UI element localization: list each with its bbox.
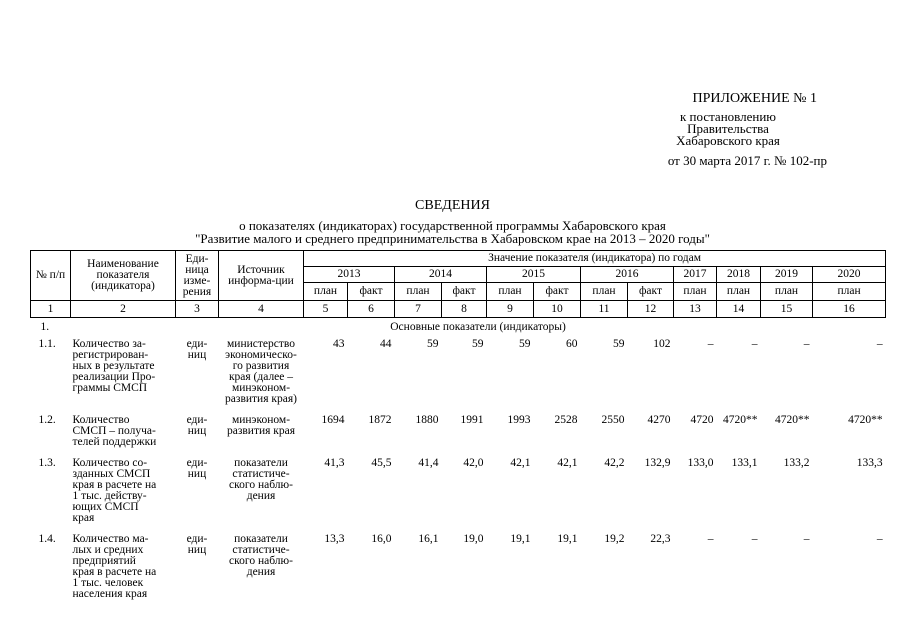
header-values-by-year: Значение показателя (индикатора) по годам <box>304 251 886 267</box>
value-cell: 133,0 <box>687 457 714 469</box>
header-year: 2016 <box>581 267 674 283</box>
value-cell: 4720** <box>723 414 758 426</box>
cell-line: Количество <box>72 414 130 426</box>
header-year: 2014 <box>395 267 487 283</box>
column-number: 10 <box>534 301 581 318</box>
value-cell: – <box>751 338 758 350</box>
header-year: 2017 <box>674 267 717 283</box>
cell-line: еди- <box>186 338 208 350</box>
column-number: 15 <box>761 301 813 318</box>
value-cell: – <box>751 533 758 545</box>
indicators-table <box>30 250 886 606</box>
cell-line: показатели <box>234 457 288 469</box>
value-cell: – <box>876 533 883 545</box>
cell-line: Количество со- <box>72 457 148 469</box>
header-subcolumn: план <box>304 283 348 301</box>
annex-line-1: к постановлению <box>679 109 777 124</box>
cell-line: статистиче- <box>232 468 290 480</box>
column-number: 14 <box>717 301 761 318</box>
value-cell: 44 <box>380 338 392 350</box>
cell-line: го развития <box>232 360 290 372</box>
document-subtitle-2: "Развитие малого и среднего предпринимательства в Хабаровском крае на 2013 – 2020 годы" <box>195 231 710 246</box>
header-subcolumn: факт <box>442 283 487 301</box>
value-cell: 42,0 <box>463 457 484 469</box>
header-subcolumn: факт <box>534 283 581 301</box>
value-cell: 1993 <box>507 414 531 426</box>
cell-line: края <box>72 512 95 524</box>
cell-line: ниц <box>187 349 207 361</box>
value-cell: – <box>803 338 810 350</box>
column-number: 7 <box>395 301 442 318</box>
cell-line: граммы СМСП <box>72 382 148 394</box>
table-row <box>31 454 886 530</box>
value-cell: 132,9 <box>644 457 671 469</box>
cell-line: минэконом- <box>231 414 291 426</box>
value-cell: 4270 <box>647 414 671 426</box>
value-cell: 1694 <box>321 414 345 426</box>
value-cell: – <box>876 338 883 350</box>
source <box>219 530 304 606</box>
unit <box>176 530 219 606</box>
cell-line: ниц <box>187 544 207 556</box>
value-cell: 1872 <box>368 414 392 426</box>
indicator-name <box>71 335 176 411</box>
annex-date: от 30 марта 2017 г. № 102-пр <box>667 153 827 168</box>
cell-line: 1 тыс. человек <box>72 577 144 589</box>
value-cell: 2550 <box>601 414 625 426</box>
cell-line: еди- <box>186 533 208 545</box>
header-subcolumn: план <box>581 283 628 301</box>
cell-line: показатели <box>234 533 288 545</box>
cell-line: ского наблю- <box>229 555 293 567</box>
header-unit: Еди-ница изме-рения <box>176 251 219 301</box>
annex-title: ПРИЛОЖЕНИЕ № 1 <box>692 91 817 106</box>
row-number: 1.2. <box>38 414 56 426</box>
cell-line: телей поддержки <box>72 436 157 448</box>
row-number: 1.1. <box>38 338 56 350</box>
cell-line: статистиче- <box>232 544 290 556</box>
cell-line: еди- <box>186 457 208 469</box>
header-number: № п/п <box>31 251 71 301</box>
cell-line: населения края <box>72 588 148 600</box>
cell-line: предприятий <box>72 555 136 567</box>
column-number-row <box>31 301 886 318</box>
cell-line: СМСП – получа- <box>72 425 156 437</box>
cell-line: регистрирован- <box>72 349 149 361</box>
cell-line: дения <box>246 566 276 578</box>
value-cell: 45,5 <box>371 457 392 469</box>
column-number: 12 <box>628 301 674 318</box>
source <box>219 454 304 530</box>
value-cell: 42,1 <box>557 457 578 469</box>
header-subcolumn: план <box>395 283 442 301</box>
value-cell: 102 <box>653 338 671 350</box>
cell-line: Количество за- <box>72 338 146 350</box>
column-number: 11 <box>581 301 628 318</box>
table-row <box>31 530 886 606</box>
annex-line-3: Хабаровского края <box>676 133 780 148</box>
column-number: 9 <box>487 301 534 318</box>
source <box>219 411 304 454</box>
value-cell: 42,2 <box>604 457 625 469</box>
document-title: СВЕДЕНИЯ <box>415 198 490 213</box>
value-cell: 59 <box>613 338 625 350</box>
value-cell: 19,1 <box>557 533 578 545</box>
section-row <box>31 318 886 336</box>
cell-line: края в расчете на <box>72 479 157 491</box>
cell-line: Количество ма- <box>72 533 149 545</box>
value-cell: 43 <box>333 338 345 350</box>
value-cell: 133,2 <box>783 457 810 469</box>
cell-line: минэконом- <box>231 382 291 394</box>
row-number: 1.3. <box>38 457 56 469</box>
value-cell: 59 <box>427 338 439 350</box>
header-year: 2015 <box>487 267 581 283</box>
cell-line: экономическо- <box>225 349 297 361</box>
value-cell: 59 <box>519 338 531 350</box>
header-year: 2020 <box>813 267 886 283</box>
section-title: Основные показатели (индикаторы) <box>390 321 566 333</box>
value-cell: 42,1 <box>510 457 531 469</box>
cell-line: лых и средних <box>72 544 144 556</box>
header-year: 2018 <box>717 267 761 283</box>
value-cell: 133,1 <box>731 457 758 469</box>
value-cell: 59 <box>472 338 484 350</box>
value-cell: – <box>803 533 810 545</box>
value-cell: 1880 <box>415 414 439 426</box>
header-subcolumn: план <box>487 283 534 301</box>
cell-line: 1 тыс. действу- <box>72 490 147 502</box>
table-row <box>31 411 886 454</box>
annex-line-2: Правительства <box>687 121 769 136</box>
column-number: 1 <box>31 301 71 318</box>
column-number: 3 <box>176 301 219 318</box>
cell-line: реализации Про- <box>72 371 156 383</box>
value-cell: – <box>707 533 714 545</box>
value-cell: 4720 <box>690 414 714 426</box>
value-cell: – <box>707 338 714 350</box>
indicator-name <box>71 530 176 606</box>
cell-line: края (далее – <box>228 371 294 383</box>
header-subcolumn: план <box>674 283 717 301</box>
cell-line: зданных СМСП <box>72 468 151 480</box>
header-subcolumn: факт <box>348 283 395 301</box>
value-cell: 4720** <box>775 414 810 426</box>
source <box>219 335 304 411</box>
cell-line: ского наблю- <box>229 479 293 491</box>
cell-line: ющих СМСП <box>72 501 139 513</box>
value-cell: 4720** <box>848 414 883 426</box>
value-cell: 2528 <box>554 414 578 426</box>
column-number: 6 <box>348 301 395 318</box>
cell-line: ниц <box>187 425 207 437</box>
cell-line: развития края) <box>225 393 297 405</box>
cell-line: министерство <box>227 338 295 350</box>
unit <box>176 411 219 454</box>
indicator-name <box>71 411 176 454</box>
column-number: 5 <box>304 301 348 318</box>
header-indicator-name: Наименование показателя (индикатора) <box>71 251 176 301</box>
column-number: 8 <box>442 301 487 318</box>
cell-line: дения <box>246 490 276 502</box>
value-cell: 16,1 <box>418 533 439 545</box>
header-source: Источник информа-ции <box>219 251 304 301</box>
column-number: 2 <box>71 301 176 318</box>
column-number: 13 <box>674 301 717 318</box>
header-subcolumn: план <box>813 283 886 301</box>
unit <box>176 454 219 530</box>
section-number: 1. <box>40 321 50 333</box>
value-cell: 60 <box>566 338 578 350</box>
unit <box>176 335 219 411</box>
cell-line: ных в результате <box>72 360 155 372</box>
header-subcolumn: план <box>717 283 761 301</box>
header-subcolumn: факт <box>628 283 674 301</box>
column-number: 16 <box>813 301 886 318</box>
value-cell: 13,3 <box>324 533 345 545</box>
cell-line: еди- <box>186 414 208 426</box>
column-number: 4 <box>219 301 304 318</box>
document-subtitle-1: о показателях (индикаторах) государственной программы Хабаровского края <box>239 218 666 233</box>
cell-line: ниц <box>187 468 207 480</box>
header-year: 2019 <box>761 267 813 283</box>
cell-line: края в расчете на <box>72 566 157 578</box>
value-cell: 19,0 <box>463 533 484 545</box>
value-cell: 41,3 <box>324 457 345 469</box>
indicator-name <box>71 454 176 530</box>
value-cell: 1991 <box>460 414 484 426</box>
header-year: 2013 <box>304 267 395 283</box>
header-subcolumn: план <box>761 283 813 301</box>
value-cell: 19,1 <box>510 533 531 545</box>
value-cell: 16,0 <box>371 533 392 545</box>
row-number: 1.4. <box>38 533 56 545</box>
value-cell: 22,3 <box>650 533 671 545</box>
cell-line: развития края <box>226 425 296 437</box>
value-cell: 41,4 <box>418 457 439 469</box>
value-cell: 19,2 <box>604 533 625 545</box>
value-cell: 133,3 <box>856 457 883 469</box>
table-row <box>31 335 886 411</box>
